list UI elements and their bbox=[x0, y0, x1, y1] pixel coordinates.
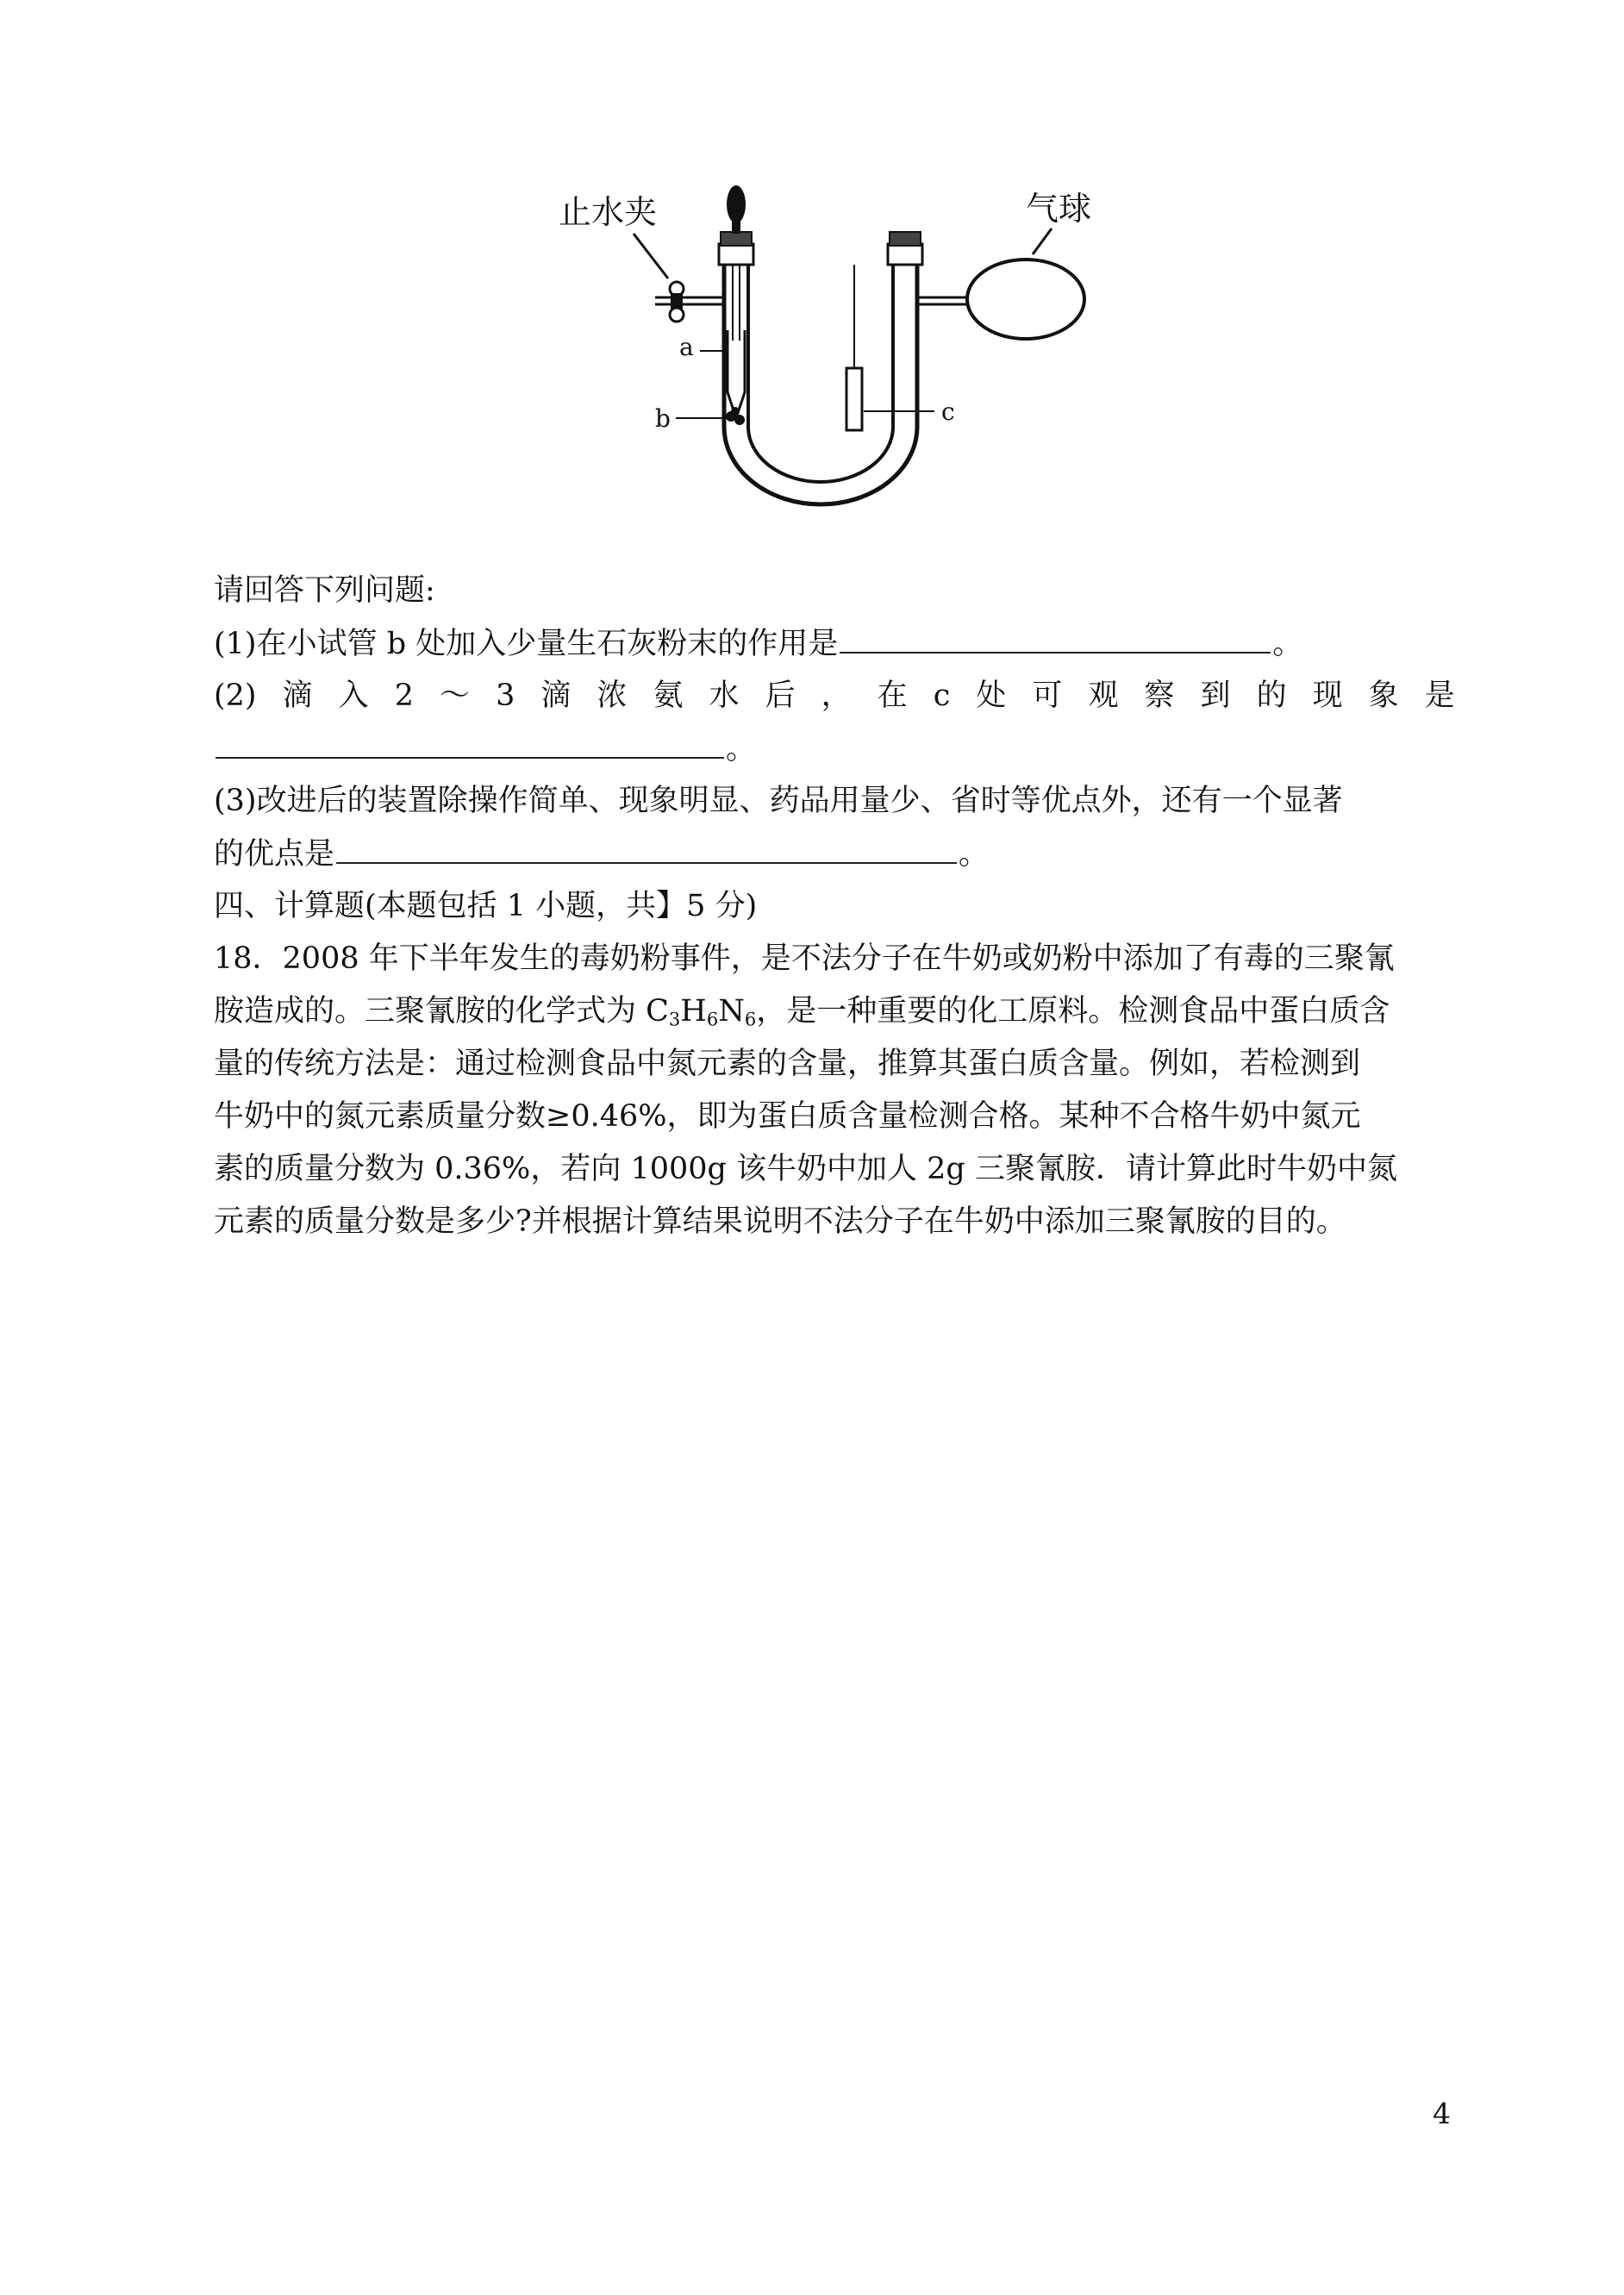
formula-n-sub: 6 bbox=[744, 1009, 757, 1030]
u-tube-inner bbox=[748, 263, 893, 482]
q3-answer-blank[interactable] bbox=[336, 828, 957, 864]
q1-prefix: (1)在小试管 b 处加入少量生石灰粉末的作用是 bbox=[214, 627, 839, 661]
formula-h-sub: 6 bbox=[706, 1009, 719, 1030]
balloon-label: 气球 bbox=[1026, 190, 1092, 228]
apparatus-diagram bbox=[517, 168, 1172, 513]
q2-token: ～ bbox=[440, 678, 471, 713]
dropper-neck bbox=[732, 220, 740, 234]
q2-token: 象 bbox=[1368, 678, 1399, 713]
question-1 bbox=[214, 617, 1455, 670]
formula-n: N bbox=[718, 994, 745, 1029]
q2-token: 现 bbox=[1312, 678, 1343, 713]
q2-token: 观 bbox=[1088, 678, 1119, 713]
p18-line2-prefix: 胺造成的。三聚氰胺的化学式为 bbox=[214, 994, 646, 1029]
clamp-label: 止水夹 bbox=[559, 193, 658, 231]
question-2-line1 bbox=[214, 670, 1455, 722]
section-heading: 四、计算题(本题包括 1 小题，共】5 分) bbox=[214, 889, 758, 923]
formula-h: H bbox=[680, 994, 707, 1029]
p18-line2-suffix: ，是一种重要的化工原料。检测食品中蛋白质含 bbox=[756, 994, 1390, 1029]
problem-18-line2 bbox=[214, 985, 1455, 1038]
clamp-body-icon bbox=[671, 293, 683, 309]
q3-prefix: 的优点是 bbox=[214, 837, 335, 872]
q2-token: 的 bbox=[1256, 678, 1287, 713]
right-stopper-cap bbox=[890, 232, 921, 246]
small-tube-a bbox=[728, 330, 745, 418]
problem-18-line5: 素的质量分数为 0.36%，若向 1000g 该牛奶中加人 2g 三聚氰胺．请计算此时牛奶中氮 bbox=[214, 1152, 1397, 1186]
question-3-line2 bbox=[214, 828, 1455, 880]
intro-line: 请回答下列问题: bbox=[214, 573, 435, 608]
dropper-bulb-icon bbox=[727, 185, 746, 223]
question-text bbox=[214, 565, 1455, 1248]
q1-answer-blank[interactable] bbox=[840, 617, 1271, 653]
q2-token: 后 bbox=[765, 678, 796, 713]
q3-suffix: 。 bbox=[959, 837, 990, 872]
problem-18-line3: 量的传统方法是：通过检测食品中氮元素的含量，推算其蛋白质含量。例如，若检测到 bbox=[214, 1047, 1361, 1081]
powder-b-dot2 bbox=[734, 415, 745, 425]
q2-token: 是 bbox=[1424, 678, 1455, 713]
label-a: a bbox=[679, 333, 694, 361]
q2-token: 在 bbox=[877, 678, 908, 713]
clamp-ring-bottom-icon bbox=[670, 308, 684, 322]
question-3-line1: (3)改进后的装置除操作简单、现象明显、药品用量少、省时等优点外，还有一个显著 bbox=[214, 784, 1343, 818]
right-stopper bbox=[888, 244, 922, 265]
q2-token: 可 bbox=[1032, 678, 1063, 713]
balloon-leader-line bbox=[1033, 228, 1052, 254]
q2-token: ， bbox=[821, 678, 852, 713]
balloon-icon bbox=[967, 260, 1084, 339]
left-stopper-cap bbox=[721, 232, 752, 246]
q2-token: 滴 bbox=[282, 678, 313, 713]
paper-strip-c bbox=[846, 368, 862, 430]
q2-suffix: 。 bbox=[726, 732, 757, 766]
q2-token: 3 bbox=[496, 678, 515, 713]
q2-token: 滴 bbox=[540, 678, 572, 713]
q1-suffix: 。 bbox=[1272, 627, 1303, 661]
formula-c: C bbox=[646, 994, 669, 1029]
u-tube-outer bbox=[724, 254, 917, 504]
formula-c-sub: 3 bbox=[668, 1009, 681, 1030]
q2-token: 浓 bbox=[597, 678, 628, 713]
apparatus-figure bbox=[517, 168, 1172, 513]
q2-token: 2 bbox=[394, 678, 414, 713]
q2-token: 到 bbox=[1200, 678, 1231, 713]
q2-answer-blank[interactable] bbox=[215, 722, 724, 759]
q2-token: 处 bbox=[976, 678, 1007, 713]
label-c: c bbox=[941, 397, 955, 426]
problem-18-line6: 元素的质量分数是多少?并根据计算结果说明不法分子在牛奶中添加三聚氰胺的目的。 bbox=[214, 1204, 1346, 1239]
powder-b-dot3 bbox=[731, 407, 740, 416]
q2-token: 察 bbox=[1144, 678, 1175, 713]
problem-18-line1: 18．2008 年下半年发生的毒奶粉事件，是不法分子在牛奶或奶粉中添加了有毒的三聚氰 bbox=[214, 941, 1395, 976]
problem-18-line4: 牛奶中的氮元素质量分数≥0.46%，即为蛋白质含量检测合格。某种不合格牛奶中氮元 bbox=[214, 1099, 1361, 1134]
label-b: b bbox=[655, 404, 671, 433]
q2-token: 入 bbox=[338, 678, 369, 713]
q2-token: 氨 bbox=[653, 678, 684, 713]
clamp-leader-line bbox=[634, 234, 668, 278]
left-stopper bbox=[719, 244, 753, 265]
melamine-formula bbox=[646, 994, 756, 1029]
question-2-line2 bbox=[214, 722, 1455, 775]
page-number: 4 bbox=[1433, 2097, 1451, 2130]
q2-token: (2) bbox=[214, 678, 257, 713]
q2-token: c bbox=[933, 678, 951, 713]
q2-token: 水 bbox=[709, 678, 740, 713]
